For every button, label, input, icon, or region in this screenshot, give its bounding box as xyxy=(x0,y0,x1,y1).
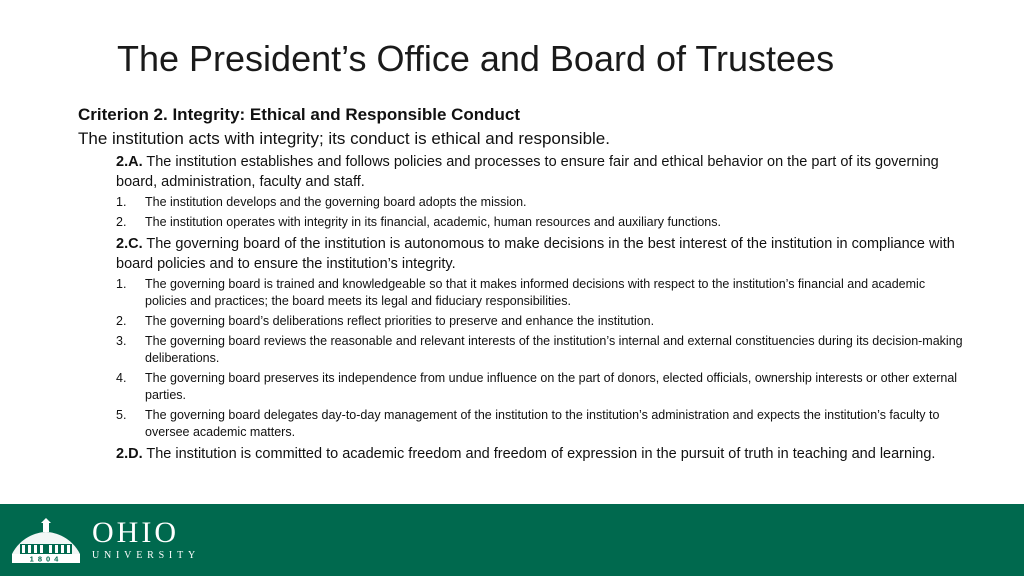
slide-content xyxy=(78,103,968,464)
ohio-logo xyxy=(92,518,200,561)
section-text: The governing board of the institution is autonomous to make decisions in the best interest of the institution in compliance with board policies and to ensure the institution’s integrity. xyxy=(116,236,955,272)
list-text: The governing board’s deliberations reflect priorities to preserve and enhance the institution. xyxy=(145,314,655,328)
section-2a-list xyxy=(78,194,968,231)
list-number: 3. xyxy=(116,334,127,348)
list-number: 1. xyxy=(116,277,127,291)
section-2c xyxy=(116,234,968,274)
section-2c-list xyxy=(78,276,968,441)
list-text: The governing board reviews the reasonable and relevant interests of the institution’s internal and external constituencies during its decision-making deliberations. xyxy=(145,334,963,365)
logo-year: 1804 xyxy=(29,554,63,564)
criterion-heading: Criterion 2. Integrity: Ethical and Responsible Conduct xyxy=(78,105,521,124)
section-text: The institution is committed to academic freedom and freedom of expression in the pursuit of truth in teaching and learning. xyxy=(146,446,936,462)
list-text: The governing board delegates day-to-day management of the institution to the institution’s administration and expects the institution’s faculty to oversee academic matters. xyxy=(145,408,940,439)
list-number: 5. xyxy=(116,408,127,422)
list-item xyxy=(78,214,968,231)
section-label: 2.D. xyxy=(116,446,143,462)
section-text: The institution establishes and follows policies and processes to ensure fair and ethical behavior on the part of its governing board, administration, faculty and staff. xyxy=(116,154,939,190)
list-item xyxy=(78,194,968,211)
list-item xyxy=(78,407,968,441)
list-text: The governing board is trained and knowledgeable so that it makes informed decisions with respect to the institution’s financial and academic policies and practices; the board meets its legal and fiduciary responsibilities. xyxy=(145,277,926,308)
slide-title: The President’s Office and Board of Trustees xyxy=(117,38,835,79)
list-text: The institution operates with integrity in its financial, academic, human resources and auxiliary functions. xyxy=(145,215,721,229)
logo-name: OHIO xyxy=(92,516,179,549)
list-item xyxy=(78,370,968,404)
list-number: 4. xyxy=(116,371,127,385)
footer-bar xyxy=(0,504,1024,576)
criterion-statement: The institution acts with integrity; its conduct is ethical and responsible. xyxy=(78,129,610,148)
list-text: The institution develops and the governing board adopts the mission. xyxy=(145,195,527,209)
section-label: 2.A. xyxy=(116,154,143,170)
list-item xyxy=(78,313,968,330)
list-number: 1. xyxy=(116,195,127,209)
cutler-hall-icon xyxy=(10,518,82,564)
list-item xyxy=(78,276,968,310)
list-number: 2. xyxy=(116,215,127,229)
section-2d xyxy=(116,444,968,464)
logo-subtitle: UNIVERSITY xyxy=(92,550,200,561)
list-number: 2. xyxy=(116,314,127,328)
section-label: 2.C. xyxy=(116,236,143,252)
section-2a xyxy=(116,152,968,192)
list-text: The governing board preserves its independence from undue influence on the part of donors, elected officials, ownership interests or other external parties. xyxy=(145,371,958,402)
list-item xyxy=(78,333,968,367)
